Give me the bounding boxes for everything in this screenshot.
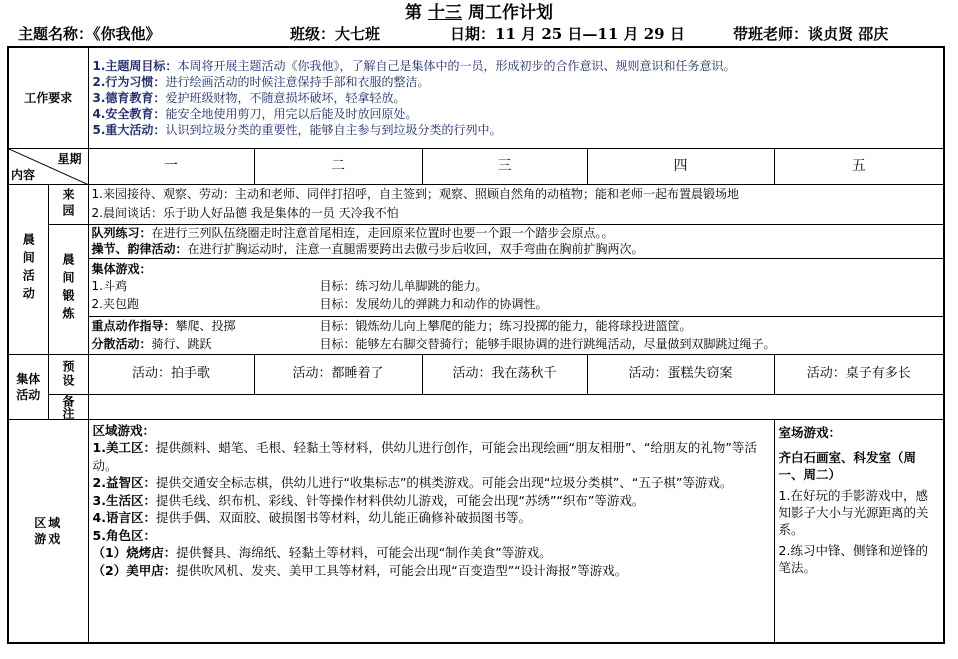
- area-games-head: 区域游戏：: [92, 422, 156, 438]
- day-thursday: 四: [587, 148, 774, 184]
- key-movement-row: [8, 316, 944, 354]
- day-friday: 五: [774, 148, 944, 184]
- gym-item: 操节、韵律活动：在进行扩胸运动时，注意一直腿需要跨出去傲弓步后收回，双手弯曲在胸前扩胸两次。: [91, 242, 644, 256]
- arrival-row: [8, 184, 944, 224]
- requirement-item: 1.主题周目标：本周将开展主题活动《你我他》，了解自己是集体中的一员，形成初步的合作意识、规则意识和任务意识。: [92, 58, 736, 73]
- room-item: 1.在好玩的手影游戏中，感知影子大小与光源距离的关系。: [778, 487, 929, 537]
- requirements-content: [88, 47, 944, 148]
- group-activity-row: [8, 354, 944, 394]
- weekday-header-row: [8, 148, 944, 184]
- area-item: （2）美甲店：提供吹风机、发夹、美甲工具等材料，可能会出现“百变造型”“设计海报”等游戏。: [92, 562, 628, 578]
- note-label: 备注: [48, 394, 88, 419]
- area-item: 1.美工区：提供颜料、蜡笔、毛根、轻黏土等材料，供幼儿进行创作，可能会出现绘画“朋友相册”、“给朋友的礼物”等活动。: [92, 440, 757, 473]
- area-item: 3.生活区：提供毛线、织布机、彩线、针等操作材料供幼儿游戏，可能会出现“苏绣”“织布”等游戏。: [92, 492, 645, 508]
- area-item: 5.角色区：: [92, 527, 156, 543]
- day-monday: 一: [88, 148, 254, 184]
- theme-header: [18, 24, 161, 44]
- morning-activity-label: 晨间活动: [8, 184, 48, 354]
- teacher-value: 谈贞贤 邵庆: [808, 25, 889, 43]
- date-label: 日期：: [450, 25, 496, 43]
- day-wednesday: 三: [422, 148, 587, 184]
- requirements-label: 工作要求: [8, 47, 88, 148]
- room-item: 2.练习中锋、侧锋和逆锋的笔法。: [778, 542, 928, 575]
- drill-row: [8, 224, 944, 258]
- arrival-item: 1.来园接待、观察、劳动：主动和老师、同伴打招呼，自主签到；观察、照顾自然角的动植物；能和老师一起布置晨锻场地: [91, 187, 739, 201]
- note-content: [88, 394, 944, 419]
- activity-friday: 活动：桌子有多长: [774, 354, 944, 394]
- theme-label: 主题名称：: [18, 25, 94, 43]
- class-header: [290, 24, 380, 44]
- group-games-content: [88, 258, 944, 316]
- area-item: 4.语言区：提供手偶、双面胶、破损图书等材料，幼儿能正确修补破损图书等。: [92, 510, 531, 525]
- activity-wednesday: 活动：我在荡秋千: [422, 354, 587, 394]
- title-suffix: 周工作计划: [468, 3, 553, 23]
- class-value: 大七班: [335, 25, 381, 43]
- key-movement-content: [88, 316, 944, 354]
- weekday-label: 星期: [57, 151, 82, 166]
- activity-tuesday: 活动：都睡着了: [254, 354, 422, 394]
- arrival-content: [88, 184, 944, 224]
- theme-value: 《你我他》: [93, 25, 161, 43]
- area-item: （1）烧烤店：提供餐具、海绵纸、轻黏土等材料，可能会出现“制作美食”等游戏。: [92, 545, 552, 560]
- morning-exercise-label: 晨间锻炼: [48, 224, 88, 354]
- weekday-content-corner: [8, 148, 88, 184]
- requirement-item: 5.重大活动：认识到垃圾分类的重要性，能够自主参与到垃圾分类的行列中。: [92, 122, 502, 137]
- area-games-content: [88, 419, 774, 643]
- teacher-header: [733, 24, 888, 44]
- work-plan-table: [7, 46, 945, 644]
- drill-content: [88, 224, 944, 258]
- date-value: 11 月 25 日—11 月 29 日: [495, 25, 685, 43]
- date-header: [450, 24, 685, 44]
- requirement-item: 2.行为习惯：进行绘画活动的时候注意保持手部和衣服的整洁。: [92, 74, 430, 89]
- room-games-head: 室场游戏：: [778, 424, 842, 440]
- room-games-sub: 齐白石画室、科发室（周一、周二）: [778, 449, 917, 482]
- area-games-label: 区域游戏: [8, 419, 88, 643]
- activity-thursday: 活动：蛋糕失窃案: [587, 354, 774, 394]
- game-item: 2.夹包跑 目标：发展幼儿的弹跳力和动作的协调性。: [91, 297, 548, 311]
- requirements-row: [8, 47, 944, 148]
- title-prefix: 第: [405, 3, 422, 23]
- day-tuesday: 二: [254, 148, 422, 184]
- area-item: 2.益智区：提供交通安全标志棋，供幼儿进行“收集标志”的棋类游戏。可能会出现“垃圾分类棋”、“五子棋”等游戏。: [92, 475, 733, 490]
- game-item: 1.斗鸡 目标：练习幼儿单脚跳的能力。: [91, 279, 488, 293]
- page-title: [0, 2, 958, 24]
- requirement-item: 3.德育教育：爱护班级财物，不随意损坏破坏，轻拿轻放。: [92, 90, 406, 105]
- key-movement-item: 重点动作指导：攀爬、投掷 目标：锻炼幼儿向上攀爬的能力；练习投掷的能力，能将球投进篮筐。: [91, 319, 692, 333]
- note-row: [8, 394, 944, 419]
- group-activity-label: 集体活动: [8, 354, 48, 419]
- title-week-number: 十三: [428, 3, 462, 23]
- room-games-content: [774, 419, 944, 643]
- teacher-label: 带班老师：: [733, 25, 809, 43]
- drill-item: 队列练习：在进行三列队伍绕圈走时注意首尾相连，走回原来位置时也要一个跟一个踏步会原点。。: [91, 226, 614, 240]
- content-label: 内容: [11, 167, 36, 182]
- activity-monday: 活动：拍手歌: [88, 354, 254, 394]
- arrival-item: 2.晨间谈话：乐于助人好品德 我是集体的一员 天冷我不怕: [91, 206, 399, 220]
- group-games-row: [8, 258, 944, 316]
- class-label: 班级：: [290, 25, 336, 43]
- free-activity-item: 分散活动：骑行、跳跃 目标：能够左右脚交替骑行；能够手眼协调的进行跳绳活动，尽量做到双脚跳过绳子。: [91, 337, 776, 351]
- area-games-row: [8, 419, 944, 643]
- plan-label: 预设: [48, 354, 88, 394]
- requirement-item: 4.安全教育：能安全地使用剪刀，用完以后能及时放回原处。: [92, 106, 418, 121]
- arrival-label: 来园: [48, 184, 88, 224]
- group-games-head: 集体游戏：: [91, 262, 152, 276]
